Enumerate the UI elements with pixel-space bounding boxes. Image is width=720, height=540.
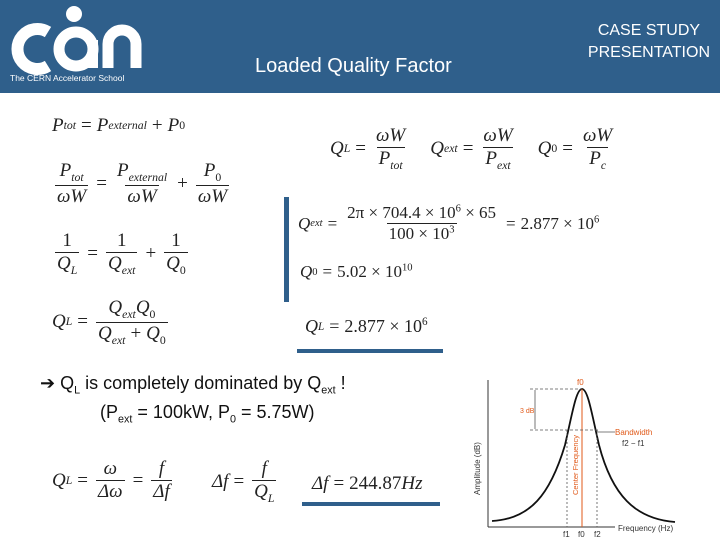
accent-vertical-bar	[284, 197, 289, 302]
accent-underline-df	[302, 502, 440, 506]
bullet-power-values: ($P_{ext} = 100kW$, $P_0 = 5.75W$)	[100, 402, 315, 426]
eq-bandwidth-q: Q L = $\frac{\omega}{\Delta\omega}$ = $\frac{f}{\Delta f}$	[52, 458, 170, 502]
bandwidth-label: Bandwidth	[615, 428, 653, 437]
case-study-label	[588, 20, 710, 64]
x-tick-f2: f2	[594, 530, 601, 539]
three-db-label: 3 dB	[520, 408, 535, 415]
x-tick-f1: f1	[563, 530, 570, 539]
eq-qext-calc: Q ext = $\frac{2\pi \times 704.4 \times 10^6 \times 65}{100 \times 10^3}$ = $2.877 \times 10^6$	[298, 203, 600, 243]
resonance-chart	[470, 375, 718, 540]
bullet-dominated: ➔ $Q_L$ is completely dominated by $Q_{ext}$ !	[40, 373, 346, 397]
eq-ql-value: Q L = $2.877 \times 10^6$	[305, 316, 428, 336]
y-axis-label: Amplitude (dB)	[473, 442, 482, 495]
header-bar	[0, 0, 720, 93]
eq-inverse-q: $\frac{1}{Q_L}$ = $\frac{1}{Q_{ext}}$ + $\frac{1}{Q_0}$	[57, 230, 186, 277]
eq-q0-value: Q 0 = $5.02 \times 10^{10}$	[300, 262, 413, 281]
accent-underline-ql	[297, 349, 443, 353]
eq-ptot-over-w: $\frac{P_{tot}}{\omega W}$ = $\frac{P_{external}}{\omega W}$ + $\frac{P_0}{\omega W}$	[57, 160, 228, 207]
eq-ptot: P tot = P external + P 0	[52, 115, 186, 136]
slide-title: Loaded Quality Factor	[255, 55, 452, 77]
arrow-icon: ➔	[40, 373, 56, 393]
logo-subtitle: The CERN Accelerator School	[10, 73, 125, 83]
bandwidth-formula: f2 − f1	[622, 439, 645, 448]
eq-delta-f-value: Δf = 244.87 Hz	[312, 473, 423, 494]
case-line-2: PRESENTATION	[587, 44, 710, 61]
x-tick-f0: f0	[578, 530, 585, 539]
case-line-1: CASE STUDY	[597, 22, 701, 39]
eq-q-definitions: Q L = $\frac{\omega W}{P_{tot}}$ Q ext = $\frac{\omega W}{P_{ext}}$ Q 0 = $\frac{\omega W}{P_c}$	[330, 125, 613, 172]
f0-top-label: f0	[577, 378, 584, 387]
eq-ql-formula: Q L = $\frac{Q_{ext}Q_0}{Q_{ext} + Q_0}$	[52, 297, 166, 347]
center-frequency-label: Center Frequency	[571, 434, 580, 495]
eq-delta-f: Δf = $\frac{f}{Q_L}$	[212, 458, 275, 505]
x-axis-label: Frequency (Hz)	[618, 524, 674, 533]
